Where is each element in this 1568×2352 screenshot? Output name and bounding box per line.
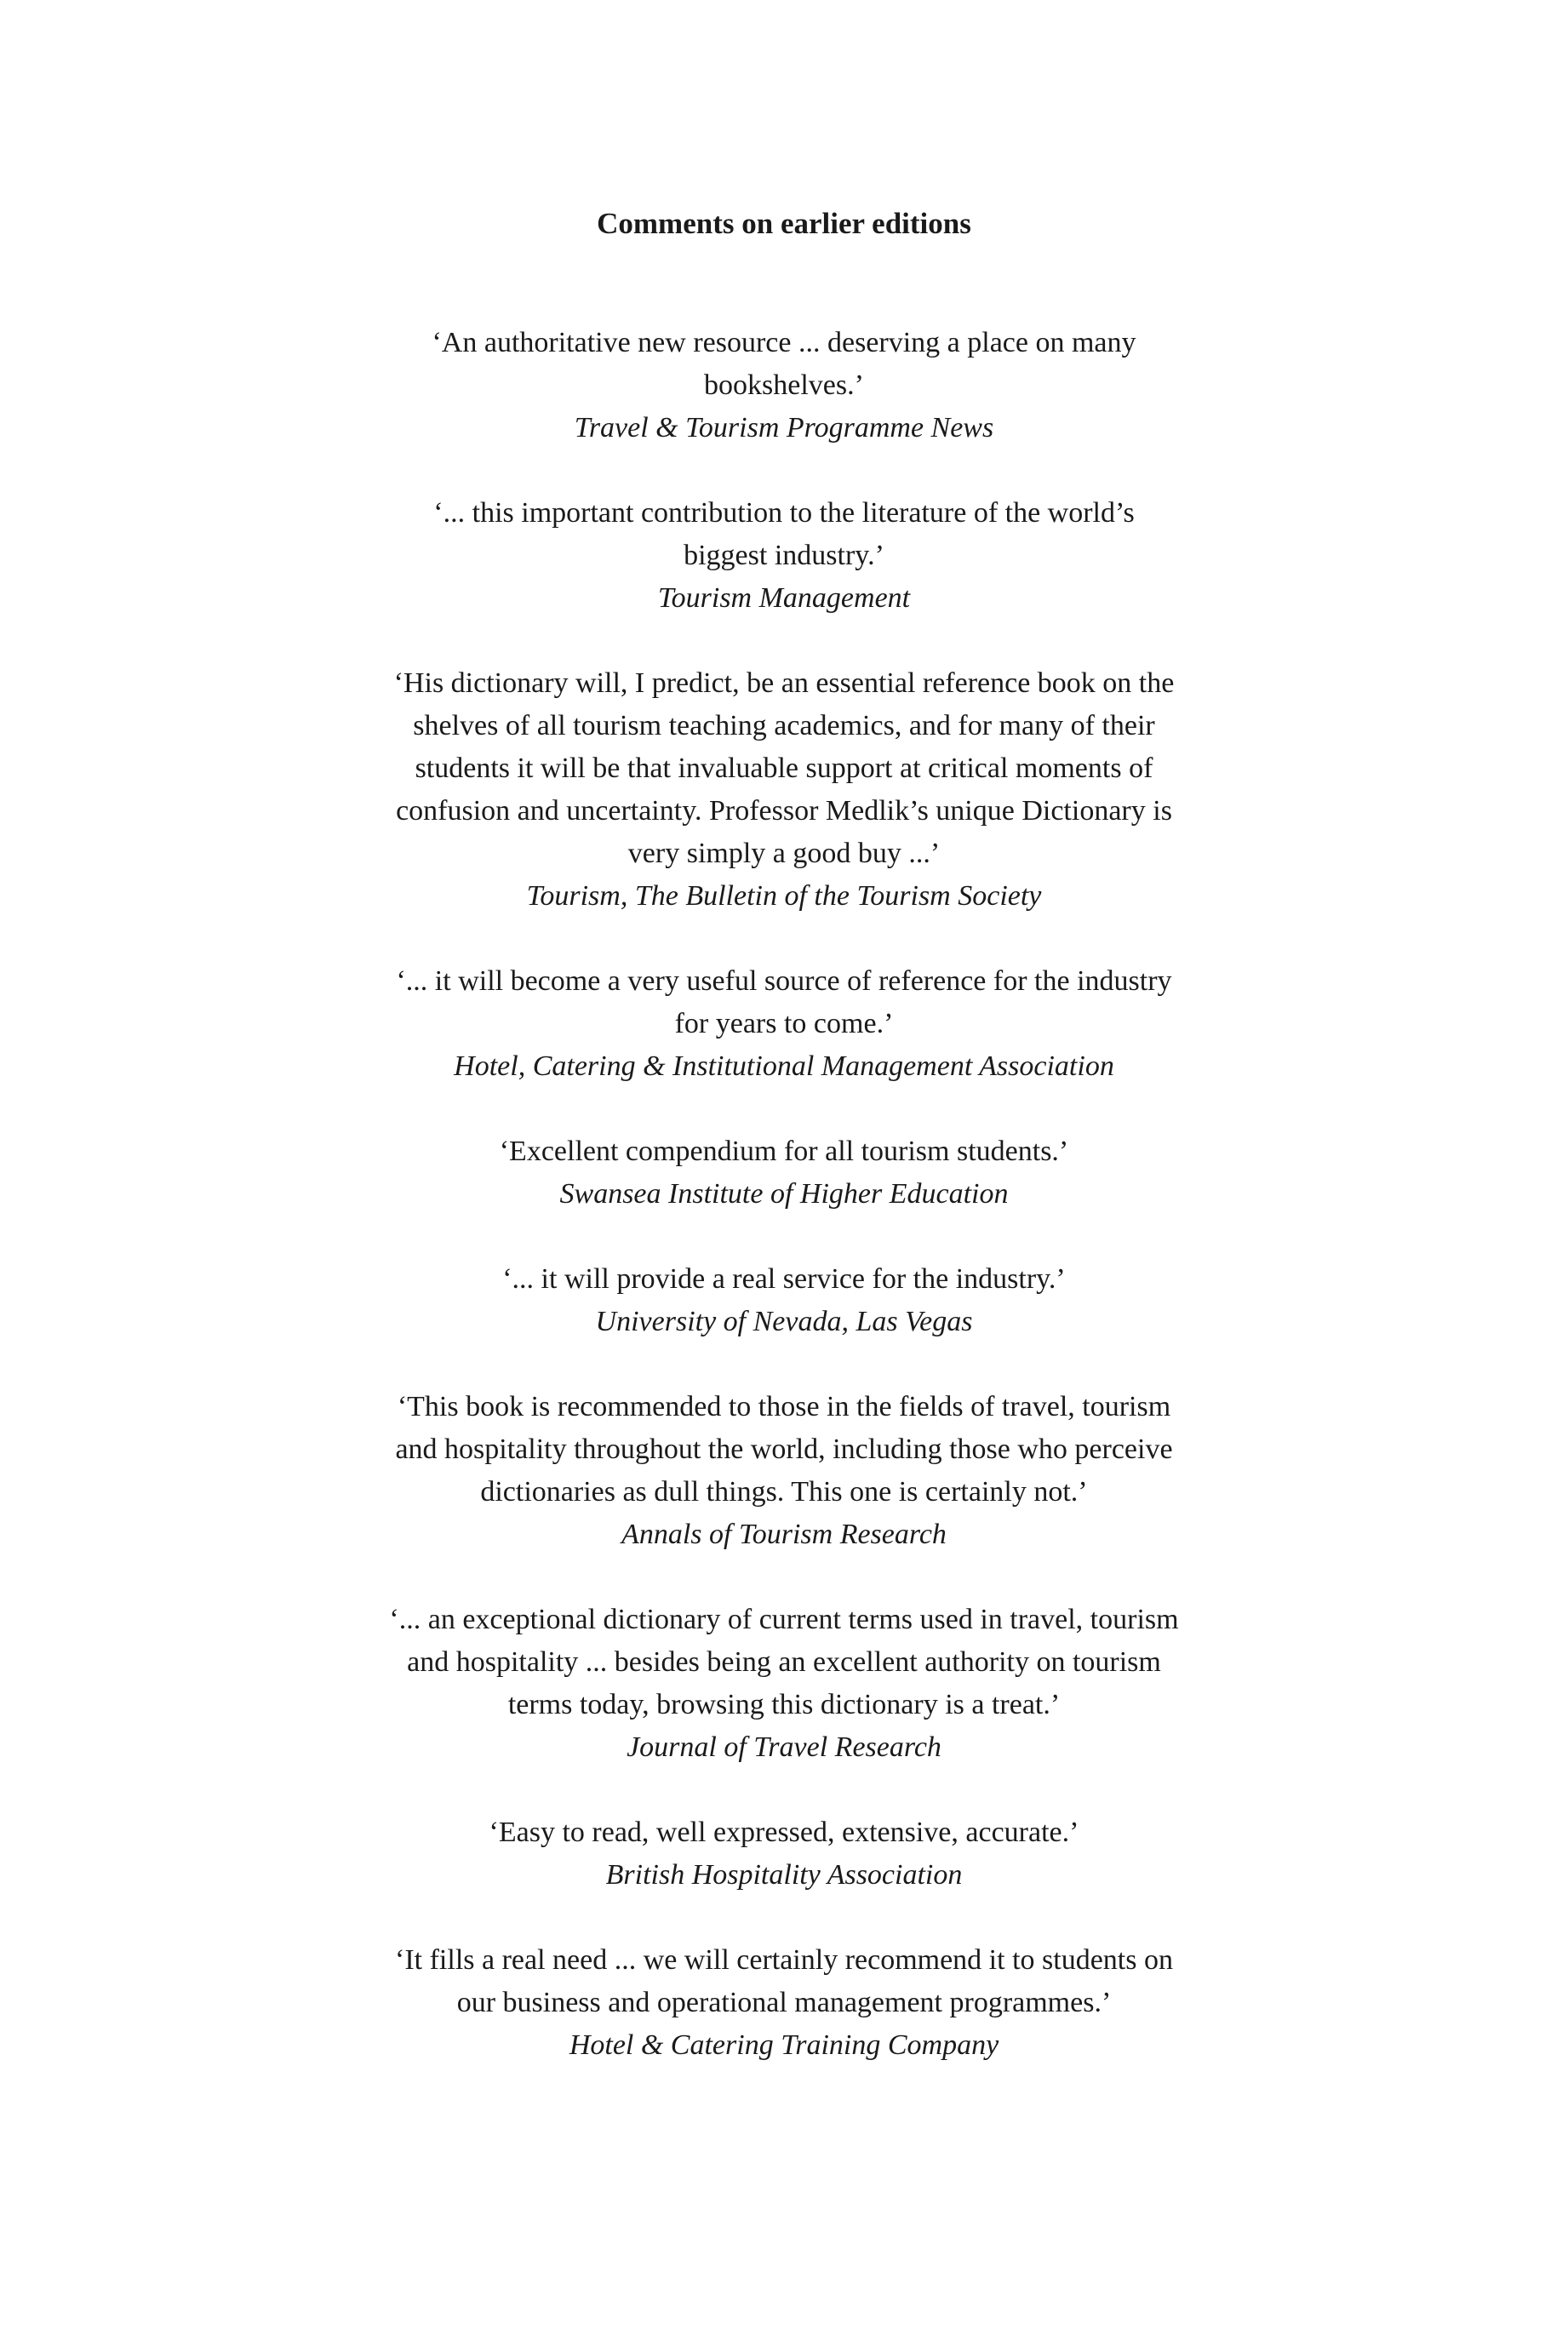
comment-source: Hotel & Catering Training Company	[569, 2029, 999, 2061]
page-heading: Comments on earlier editions	[597, 207, 971, 240]
comment-block	[316, 1386, 1252, 1556]
comment-quote-line: ‘... it will provide a real service for the industry.’	[502, 1263, 1066, 1295]
comment-source: Travel & Tourism Programme News	[574, 412, 994, 444]
comment-source: Tourism, The Bulletin of the Tourism Society	[526, 880, 1042, 912]
comment-block	[316, 662, 1252, 918]
comment-quote-line: ‘This book is recommended to those in the fields of travel, tourism	[397, 1391, 1171, 1422]
comment-quote-line: shelves of all tourism teaching academics, and for many of their	[413, 710, 1155, 741]
comment-quote-line: ‘An authoritative new resource ... deserving a place on many	[432, 327, 1136, 358]
comment-source: Swansea Institute of Higher Education	[559, 1178, 1009, 1210]
comment-quote-line: our business and operational management programmes.’	[456, 1987, 1112, 2018]
comment-source: Annals of Tourism Research	[621, 1519, 947, 1550]
comment-quote-line: dictionaries as dull things. This one is certainly not.’	[480, 1476, 1088, 1508]
comment-source: British Hospitality Association	[605, 1859, 963, 1891]
comment-quote-line: ‘... it will become a very useful source of reference for the industry	[396, 965, 1172, 997]
comment-block	[316, 492, 1252, 620]
comment-quote-line: ‘It fills a real need ... we will certainly recommend it to students on	[395, 1944, 1173, 1976]
comment-quote-line: very simply a good buy ...’	[627, 838, 941, 869]
comment-source: Tourism Management	[657, 582, 911, 614]
comment-quote-line: ‘... an exceptional dictionary of current terms used in travel, tourism	[389, 1604, 1179, 1635]
comment-block	[316, 1811, 1252, 1897]
comment-block	[316, 1130, 1252, 1216]
comment-block	[316, 1939, 1252, 2067]
comments-list	[316, 322, 1252, 2109]
comment-quote-line: for years to come.’	[674, 1008, 894, 1039]
comment-block	[316, 322, 1252, 449]
comment-quote-line: biggest industry.’	[684, 540, 884, 571]
comment-quote-line: students it will be that invaluable support at critical moments of	[415, 753, 1153, 784]
comment-quote-line: and hospitality ... besides being an excellent authority on tourism	[407, 1646, 1161, 1678]
comment-quote-line: ‘... this important contribution to the literature of the world’s	[433, 497, 1135, 529]
comment-quote-line: ‘Easy to read, well expressed, extensive, accurate.’	[489, 1817, 1079, 1848]
comment-quote-line: confusion and uncertainty. Professor Medlik’s unique Dictionary is	[396, 795, 1172, 827]
comment-quote-line: ‘His dictionary will, I predict, be an essential reference book on the	[393, 667, 1175, 699]
comment-source: Journal of Travel Research	[627, 1731, 941, 1763]
comment-quote-line: and hospitality throughout the world, including those who perceive	[395, 1434, 1173, 1465]
comment-quote-line: bookshelves.’	[704, 369, 864, 401]
comment-source: Hotel, Catering & Institutional Management Association	[454, 1050, 1114, 1082]
comment-block	[316, 960, 1252, 1088]
comment-quote-line: ‘Excellent compendium for all tourism students.’	[499, 1136, 1069, 1167]
comment-quote-line: terms today, browsing this dictionary is a treat.’	[507, 1689, 1061, 1720]
comment-block	[316, 1599, 1252, 1769]
comment-block	[316, 1258, 1252, 1343]
comment-source: University of Nevada, Las Vegas	[595, 1306, 973, 1337]
